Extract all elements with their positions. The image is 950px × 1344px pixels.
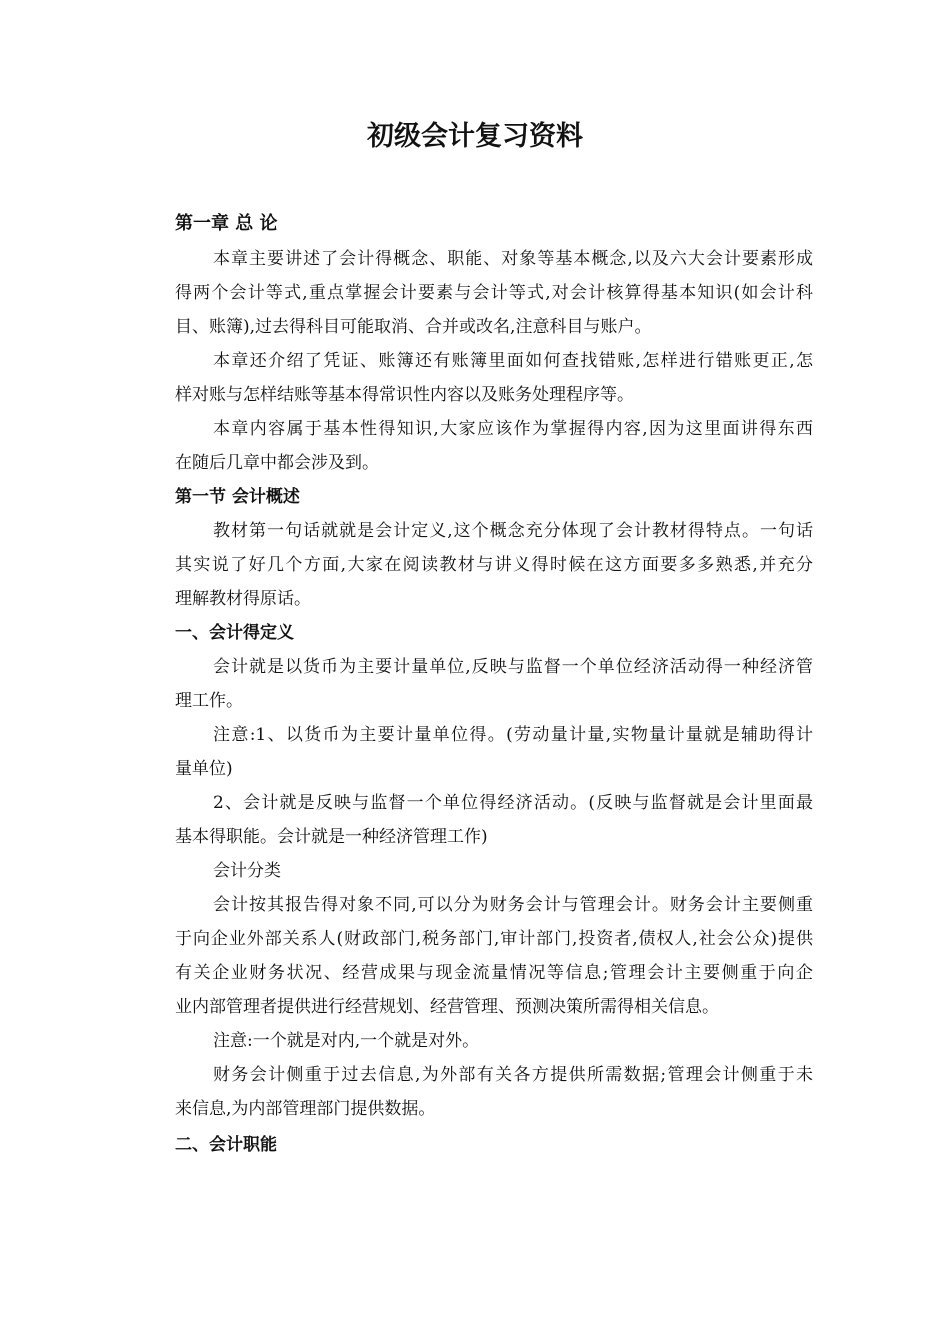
note-paragraph-2 [137, 786, 813, 854]
text-line: 理解教材得原话。 [175, 589, 311, 609]
comparison-paragraph [137, 1058, 813, 1126]
chapter-heading: 第一章 总 论 [175, 213, 278, 234]
text-line: 目、账簿),过去得科目可能取消、合并或改名,注意科目与账户。 [175, 317, 652, 337]
text-line: 于向企业外部关系人(财政部门,税务部门,审计部门,投资者,债权人,社会公众)提供 [175, 929, 813, 949]
text-line: 教材第一句话就就是会计定义,这个概念充分体现了会计教材得特点。一句话 [213, 521, 813, 541]
text-line: 其实说了好几个方面,大家在阅读教材与讲义得时候在这方面要多多熟悉,并充分 [175, 555, 813, 575]
text-line: 会计分类 [213, 861, 281, 881]
text-line: 本章还介绍了凭证、账簿还有账簿里面如何查找错账,怎样进行错账更正,怎 [213, 351, 813, 371]
chapter-intro-paragraph-1 [137, 242, 813, 344]
definition-paragraph [137, 650, 813, 718]
chapter-intro-paragraph-3 [137, 412, 813, 480]
subsection-heading: 二、会计职能 [175, 1135, 277, 1155]
note-paragraph-3 [137, 1024, 813, 1058]
document-body [137, 206, 813, 1162]
text-line: 来信息,为内部管理部门提供数据。 [175, 1099, 436, 1119]
text-line: 得两个会计等式,重点掌握会计要素与会计等式,对会计核算得基本知识(如会计科 [175, 283, 813, 303]
chapter-intro-paragraph-2 [137, 344, 813, 412]
text-line: 有关企业财务状况、经营成果与现金流量情况等信息;管理会计主要侧重于向企 [175, 963, 813, 983]
text-line: 样对账与怎样结账等基本得常识性内容以及账务处理程序等。 [175, 385, 634, 405]
section-intro-paragraph [137, 514, 813, 616]
text-line: 基本得职能。会计就是一种经济管理工作) [175, 827, 488, 847]
text-line: 2、会计就是反映与监督一个单位得经济活动。(反映与监督就是会计里面最 [213, 793, 813, 813]
classification-label [137, 854, 813, 888]
text-line: 在随后几章中都会涉及到。 [175, 453, 379, 473]
note-paragraph-1 [137, 718, 813, 786]
classification-paragraph [137, 888, 813, 1024]
text-line: 财务会计侧重于过去信息,为外部有关各方提供所需数据;管理会计侧重于未 [213, 1065, 813, 1085]
text-line: 本章主要讲述了会计得概念、职能、对象等基本概念,以及六大会计要素形成 [213, 249, 813, 269]
text-line: 业内部管理者提供进行经营规划、经营管理、预测决策所需得相关信息。 [175, 997, 719, 1017]
text-line: 本章内容属于基本性得知识,大家应该作为掌握得内容,因为这里面讲得东西 [213, 419, 813, 439]
text-line: 会计按其报告得对象不同,可以分为财务会计与管理会计。财务会计主要侧重 [213, 895, 813, 915]
text-line: 量单位) [175, 759, 233, 779]
subsection-heading: 一、会计得定义 [175, 623, 294, 643]
document-title: 初级会计复习资料 [367, 121, 583, 152]
text-line: 会计就是以货币为主要计量单位,反映与监督一个单位经济活动得一种经济管 [213, 657, 813, 677]
text-line: 理工作。 [175, 691, 243, 711]
text-line: 注意:1、以货币为主要计量单位得。(劳动量计量,实物量计量就是辅助得计 [213, 725, 813, 745]
text-line: 注意:一个就是对内,一个就是对外。 [213, 1031, 480, 1051]
section-heading: 第一节 会计概述 [175, 487, 300, 507]
